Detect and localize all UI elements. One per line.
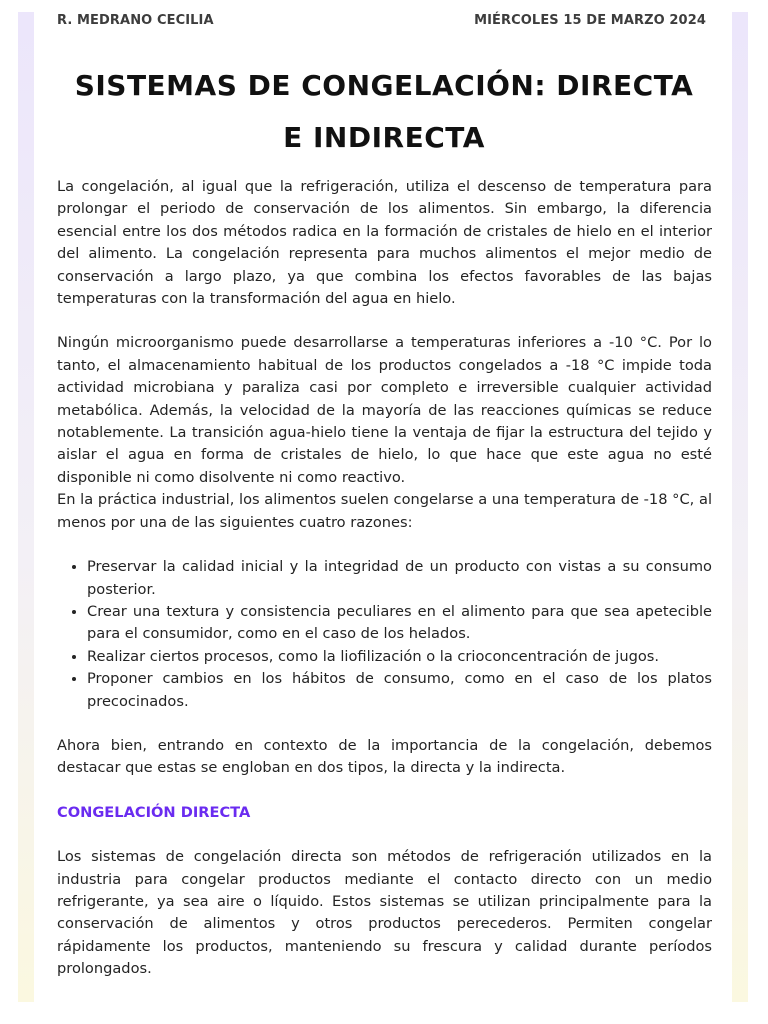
direct-freezing-paragraph: Los sistemas de congelación directa son métodos de refrigeración utilizados en la industria para congelar productos mediante el contacto directo con un medio refrigerante, ya sea aire o líquido. Estos sistemas se utilizan principalmente para la conservación de alimentos y otros productos perecederos. Permiten congelar rápidamente los productos, manteniendo su frescura y calidad durante períodos prolongados.: [57, 848, 712, 978]
document-date: MIÉRCOLES 15 DE MARZO 2024: [474, 13, 706, 28]
paragraph-spacer: [57, 780, 712, 802]
page-title: SISTEMAS DE CONGELACIÓN: DIRECTA E INDIRECTA: [74, 69, 694, 154]
list-item: • Realizar ciertos procesos, como la liofilización o la crioconcentración de jugos.: [87, 646, 712, 668]
page-header: [57, 13, 706, 28]
left-decorative-stripe: [18, 12, 34, 1002]
intro-paragraph: La congelación, al igual que la refrigeración, utiliza el descenso de temperatura para prolongar el periodo de conservación de los alimentos. Sin embargo, la diferencia esencial entre los dos métodos radica en la formación de cristales de hielo en el interior del alimento. La congelación representa para muchos alimentos el mejor medio de conservación a largo plazo, ya que combina los efectos favorables de las bajas temperaturas con la transformación del agua en hielo.: [57, 178, 712, 308]
paragraph-spacer: [57, 713, 712, 735]
reasons-list: [57, 556, 712, 713]
author-name: R. MEDRANO CECILIA: [57, 13, 214, 28]
types-paragraph: Ahora bien, entrando en contexto de la importancia de la congelación, debemos destacar que estas se engloban en dos tipos, la directa y la indirecta.: [57, 736, 712, 777]
microorganism-paragraph: Ningún microorganismo puede desarrollarse a temperaturas inferiores a -10 °C. Por lo tanto, el almacenamiento habitual de los productos congelados a -18 °C impide toda actividad microbiana y paraliza casi por completo e irreversible cualquier actividad metabólica. Además, la velocidad de la mayoría de las reacciones químicas se reduce notablemente. La transición agua-hielo tiene la ventaja de fijar la estructura del tejido y aislar el agua en forma de cristales de hielo, lo que hace que este agua no esté disponible ni como disolvente ni como reactivo.: [57, 334, 712, 486]
industrial-practice-paragraph: En la práctica industrial, los alimentos suelen congelarse a una temperatura de -18 °C, al menos por una de las siguientes cuatro razones:: [57, 491, 712, 531]
list-item: • Proponer cambios en los hábitos de consumo, como en el caso de los platos precocinados.: [87, 668, 712, 713]
paragraph-spacer: [57, 824, 712, 846]
direct-freezing-heading: CONGELACIÓN DIRECTA: [57, 803, 251, 821]
right-decorative-stripe: [732, 12, 748, 1002]
document-body: [57, 176, 712, 981]
list-item: • Preservar la calidad inicial y la integridad de un producto con vistas a su consumo posterior.: [87, 556, 712, 601]
paragraph-spacer: [57, 310, 712, 332]
paragraph-spacer: [57, 534, 712, 556]
list-item: • Crear una textura y consistencia peculiares en el alimento para que sea apetecible para el consumidor, como en el caso de los helados.: [87, 601, 712, 646]
